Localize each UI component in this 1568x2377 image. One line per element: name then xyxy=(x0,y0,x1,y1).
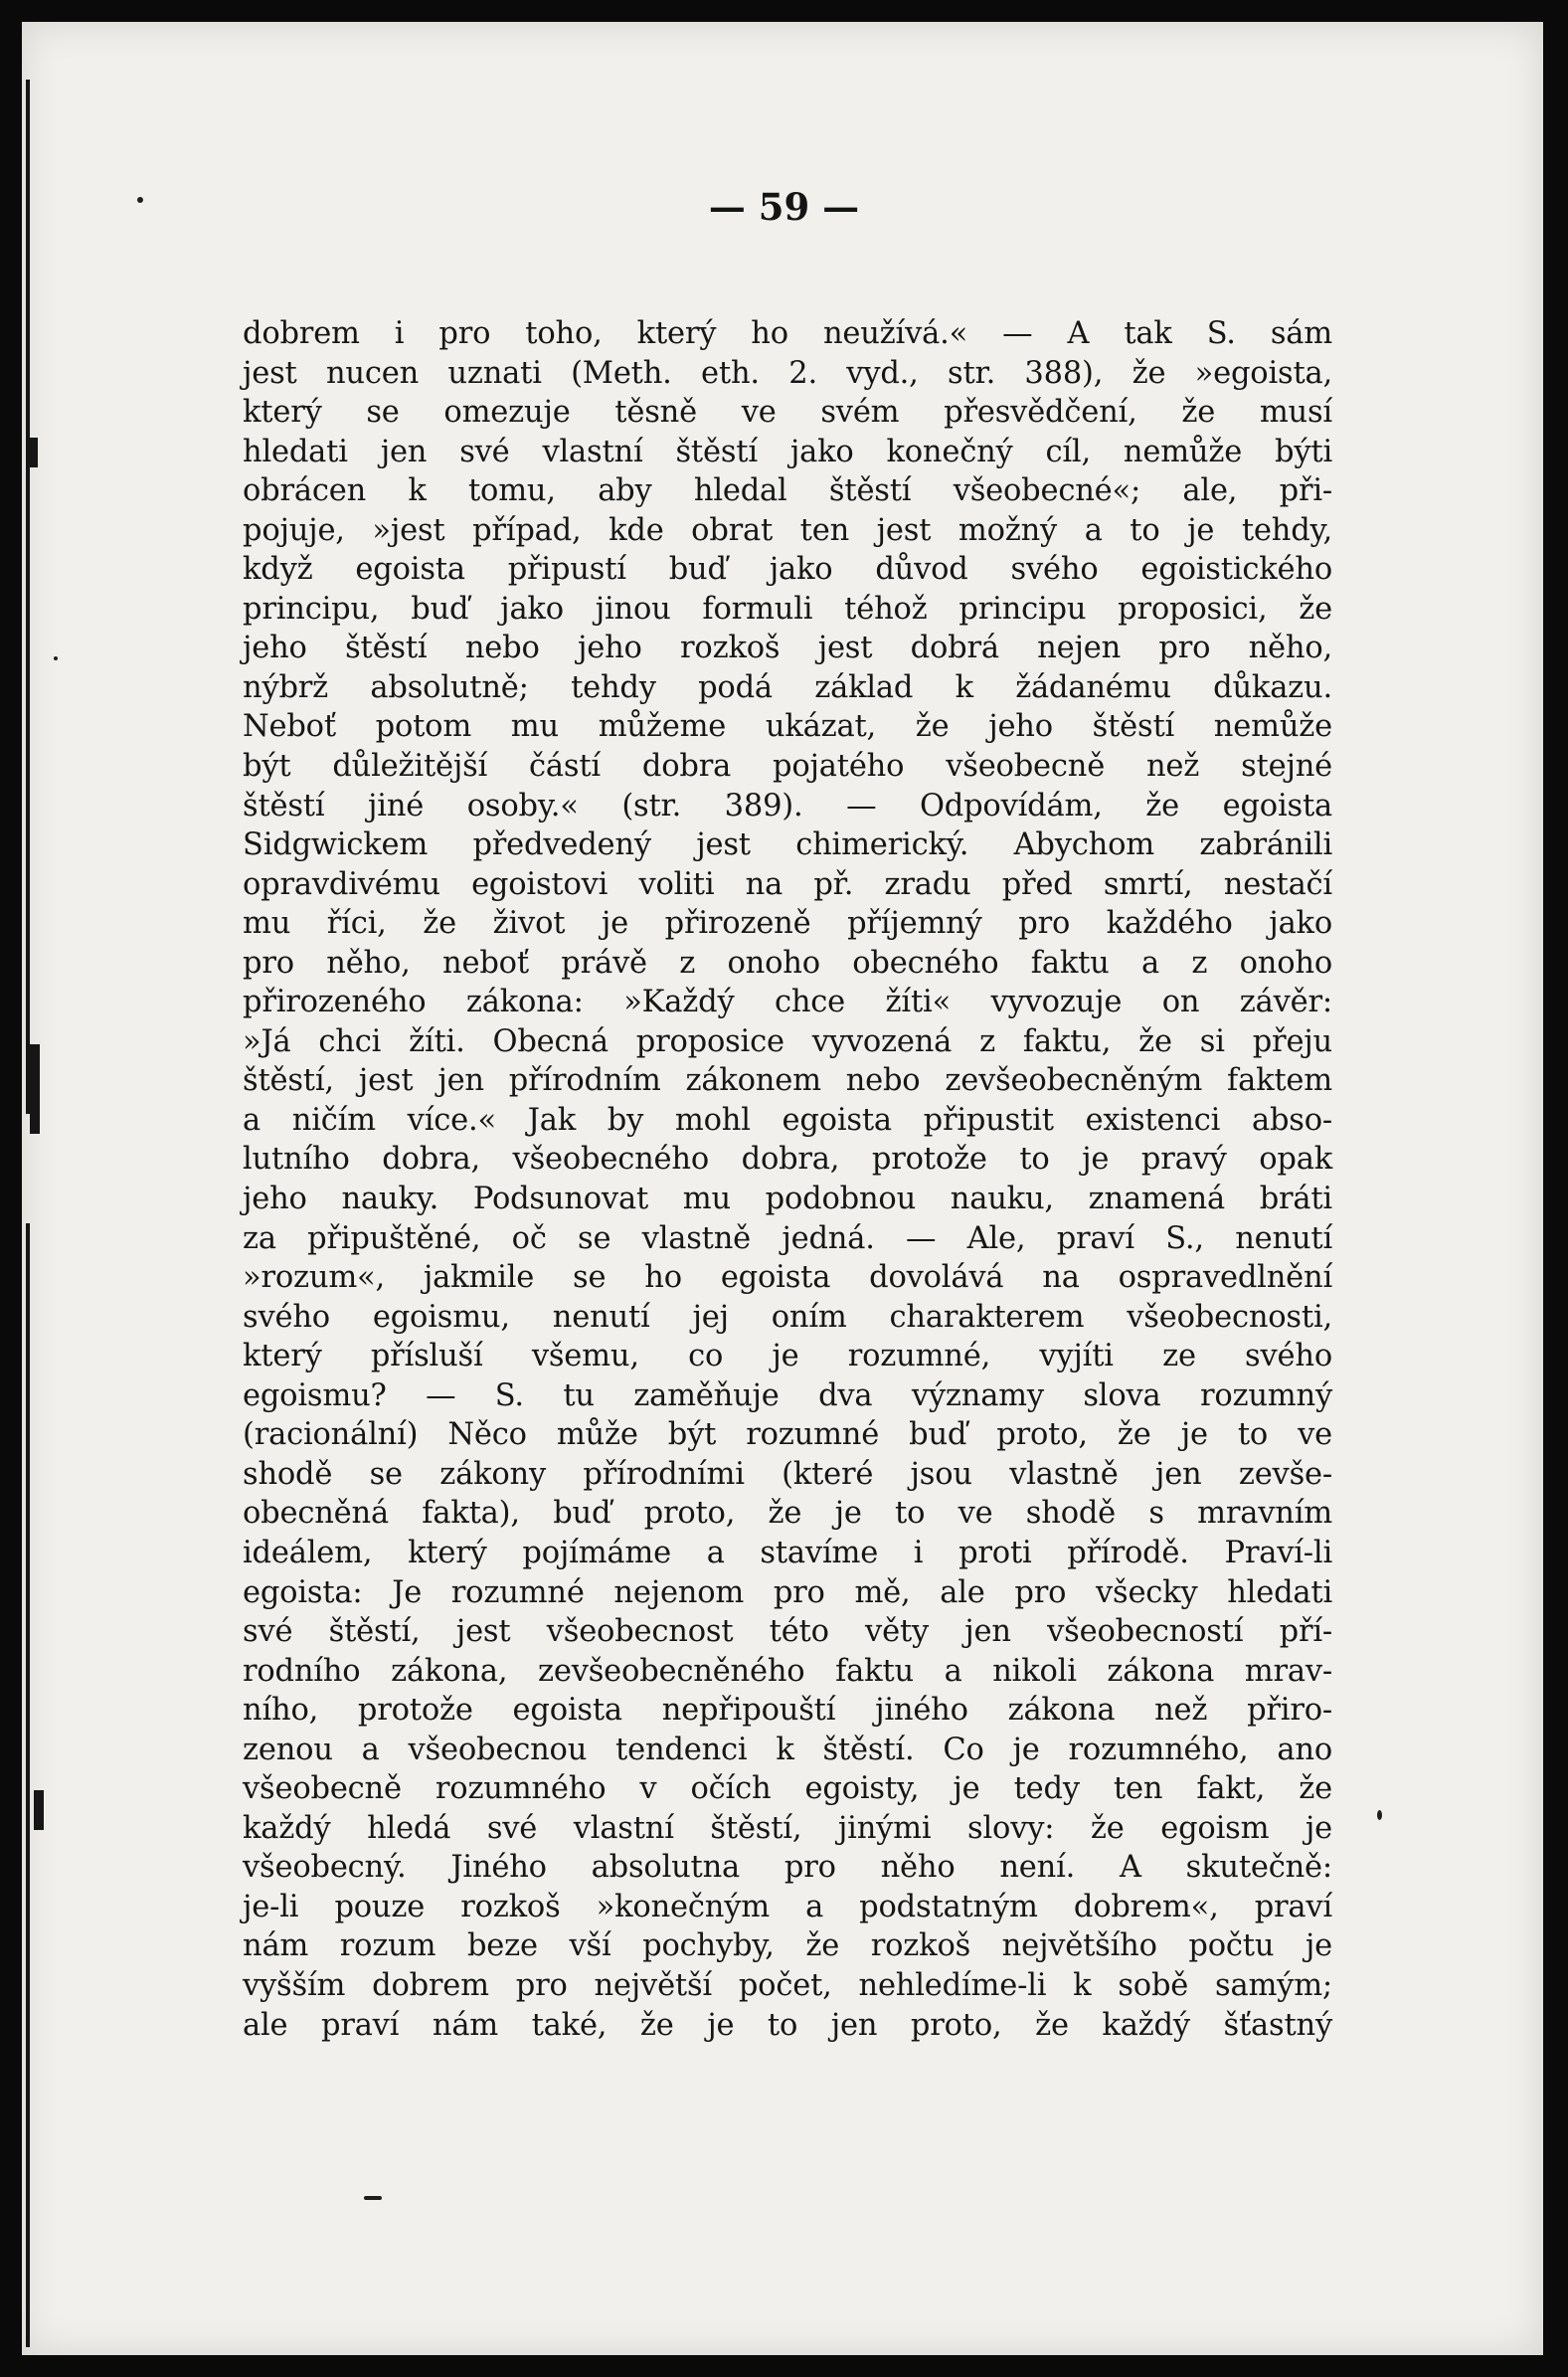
text-line: nám rozum beze vší pochyby, že rozkoš největšího počtu je xyxy=(243,1928,1332,1964)
dust-speck xyxy=(54,656,58,660)
text-line: ního, protože egoista nepřipouští jiného zákona než přiro- xyxy=(243,1693,1332,1729)
text-line: ale praví nám také, že je to jen proto, že každý šťastný xyxy=(243,2007,1332,2043)
text-line: přirozeného zákona: »Každý chce žíti« vyvozuje on závěr: xyxy=(243,985,1332,1020)
text-line: »rozum«, jakmile se ho egoista dovolává na ospravedlnění xyxy=(243,1260,1332,1296)
margin-mark xyxy=(30,438,38,467)
body-text xyxy=(243,314,1332,2045)
page-number: — 59 — xyxy=(708,185,860,229)
text-line: rodního zákona, zevšeobecněného faktu a nikoli zákona mrav- xyxy=(243,1653,1332,1689)
text-line: Neboť potom mu můžeme ukázat, že jeho štěstí nemůže xyxy=(243,709,1332,745)
text-line: jeho nauky. Podsunovat mu podobnou nauku, znamená bráti xyxy=(243,1182,1332,1217)
text-line: hledati jen své vlastní štěstí jako konečný cíl, nemůže býti xyxy=(243,434,1332,469)
text-line: když egoista připustí buď jako důvod svého egoistického xyxy=(243,552,1332,588)
text-line: Sidgwickem předvedený jest chimerický. Abychom zabránili xyxy=(243,827,1332,863)
text-line: štěstí, jest jen přírodním zákonem nebo zevšeobecněným faktem xyxy=(243,1063,1332,1099)
text-line: za připuštěné, oč se vlastně jedná. — Ale, praví S., nenutí xyxy=(243,1220,1332,1256)
text-line: své štěstí, jest všeobecnost této věty jen všeobecností pří- xyxy=(243,1614,1332,1650)
text-line: obrácen k tomu, aby hledal štěstí všeobecné«; ale, při- xyxy=(243,473,1332,509)
text-line: egoista: Je rozumné nejenom pro mě, ale pro všecky hledati xyxy=(243,1574,1332,1610)
dust-speck xyxy=(364,2196,382,2200)
text-line: každý hledá své vlastní štěstí, jinými slovy: že egoism je xyxy=(243,1810,1332,1846)
text-line: je-li pouze rozkoš »konečným a podstatným dobrem«, praví xyxy=(243,1889,1332,1924)
text-line: jest nucen uznati (Meth. eth. 2. vyd., str. 388), že »egoista, xyxy=(243,355,1332,391)
text-line: všeobecný. Jiného absolutna pro něho není. A skutečně: xyxy=(243,1850,1332,1886)
margin-mark xyxy=(30,1044,40,1134)
text-line: který se omezuje těsně ve svém přesvědčení, že musí xyxy=(243,395,1332,431)
text-line: mu říci, že život je přirozeně příjemný pro každého jako xyxy=(243,906,1332,942)
text-line: nýbrž absolutně; tehdy podá základ k žádanému důkazu. xyxy=(243,669,1332,705)
text-line: pro něho, neboť právě z onoho obecného faktu a z onoho xyxy=(243,945,1332,981)
text-line: egoismu? — S. tu zaměňuje dva významy slova rozumný xyxy=(243,1377,1332,1413)
text-line: být důležitější částí dobra pojatého všeobecně než stejné xyxy=(243,749,1332,785)
text-line: štěstí jiné osoby.« (str. 389). — Odpovídám, že egoista xyxy=(243,788,1332,823)
text-line: opravdivému egoistovi voliti na př. zradu před smrtí, nestačí xyxy=(243,866,1332,902)
margin-mark xyxy=(26,80,30,1114)
text-line: svého egoismu, nenutí jej oním charakterem všeobecnosti, xyxy=(243,1299,1332,1335)
text-line: obecněná fakta), buď proto, že je to ve shodě s mravním xyxy=(243,1496,1332,1532)
text-line: zenou a všeobecnou tendenci k štěstí. Co je rozumného, ano xyxy=(243,1732,1332,1767)
margin-mark xyxy=(26,1223,30,2347)
text-line: »Já chci žíti. Obecná proposice vyvozená z faktu, že si přeju xyxy=(243,1023,1332,1059)
text-line: lutního dobra, všeobecného dobra, protože to je pravý opak xyxy=(243,1142,1332,1178)
text-line: vyšším dobrem pro největší počet, nehledíme-li k sobě samým; xyxy=(243,1967,1332,2003)
margin-mark xyxy=(34,1790,44,1830)
dust-speck xyxy=(1377,1810,1382,1820)
text-line: který přísluší všemu, co je rozumné, vyjíti ze svého xyxy=(243,1339,1332,1374)
text-line: principu, buď jako jinou formuli téhož principu proposici, že xyxy=(243,591,1332,627)
text-line: všeobecně rozumného v očích egoisty, je tedy ten fakt, že xyxy=(243,1771,1332,1807)
text-line: jeho štěstí nebo jeho rozkoš jest dobrá nejen pro něho, xyxy=(243,631,1332,666)
text-line: dobrem i pro toho, který ho neužívá.« — A tak S. sám xyxy=(243,316,1332,351)
text-line: shodě se zákony přírodními (které jsou vlastně jen zevše- xyxy=(243,1456,1332,1492)
text-line: a ničím více.« Jak by mohl egoista připustit existenci abso- xyxy=(243,1102,1332,1138)
text-line: ideálem, který pojímáme a stavíme i proti přírodě. Praví-li xyxy=(243,1535,1332,1570)
text-line: (racionální) Něco může být rozumné buď proto, že je to ve xyxy=(243,1417,1332,1453)
text-line: pojuje, »jest případ, kde obrat ten jest možný a to je tehdy, xyxy=(243,512,1332,548)
